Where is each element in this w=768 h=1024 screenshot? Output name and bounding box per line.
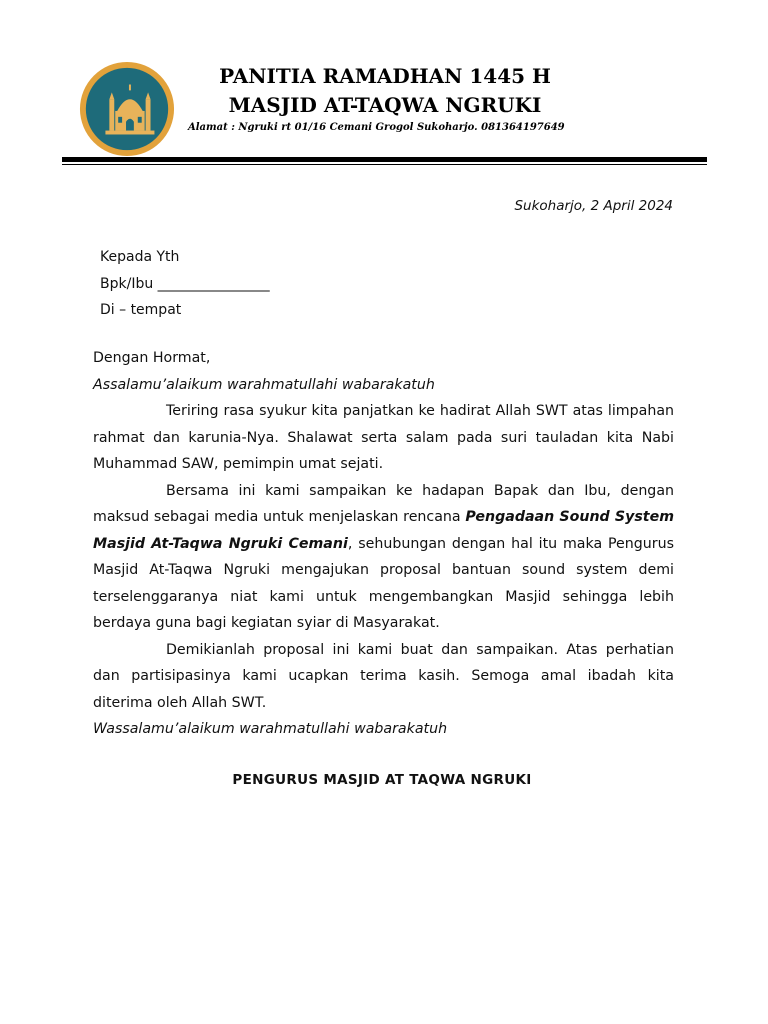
opening-salam: Assalamu’alaikum warahmatullahi wabarakatuh [93, 376, 435, 393]
recipient-line: Bpk/Ibu ________________ [100, 275, 270, 292]
letter-date: Sukoharjo, 2 April 2024 [514, 198, 673, 214]
greeting: Dengan Hormat, [93, 350, 211, 366]
paragraph-2 [93, 478, 674, 637]
letter-body [93, 345, 674, 743]
recipient-line: Kepada Yth [100, 249, 180, 265]
project-title: Pengadaan Sound System Masjid At-Taqwa Ngruki Cemani [93, 509, 674, 552]
header-divider [62, 157, 707, 162]
letterhead-title: PANITIA RAMADHAN 1445 H [219, 64, 551, 88]
signature-title: PENGURUS MASJID AT TAQWA NGRUKI [232, 772, 532, 788]
letterhead-address: Alamat : Ngruki rt 01/16 Cemani Grogol Sukoharjo. 081364197649 [188, 122, 565, 133]
recipient-line: Di – tempat [100, 302, 182, 318]
mosque-crescent-icon [78, 60, 176, 158]
paragraph-3: Demikianlah proposal ini kami buat dan sampaikan. Atas perhatian dan partisipasinya kami ucapkan terima kasih. Semoga amal ibadah kita diterima oleh Allah SWT. [93, 641, 674, 711]
paragraph-1: Teriring rasa syukur kita panjatkan ke hadirat Allah SWT atas limpahan rahmat dan karunia-Nya. Shalawat serta salam pada suri tauladan kita Nabi Muhammad SAW, pemimpin umat sejati. [93, 403, 674, 472]
closing-salam: Wassalamu’alaikum warahmatullahi wabarakatuh [93, 721, 448, 737]
paragraph-2-end: , sehubungan dengan hal itu maka Pengurus Masjid At-Taqwa Ngruki mengajukan proposal bantuan sound system demi terselenggaranya niat kami untuk mengembangkan Masjid sehingga lebih berdaya guna bagi kegiatan syiar di Masyarakat. [93, 535, 674, 631]
letterhead-subtitle: MASJID AT-TAQWA NGRUKI [228, 93, 542, 117]
paragraph-2-start: Bersama ini kami sampaikan ke hadapan Bapak dan Ibu, dengan maksud sebagai media untuk menjelaskan rencana [93, 482, 674, 525]
recipient-block [100, 244, 270, 324]
header-divider-thin [62, 164, 707, 165]
